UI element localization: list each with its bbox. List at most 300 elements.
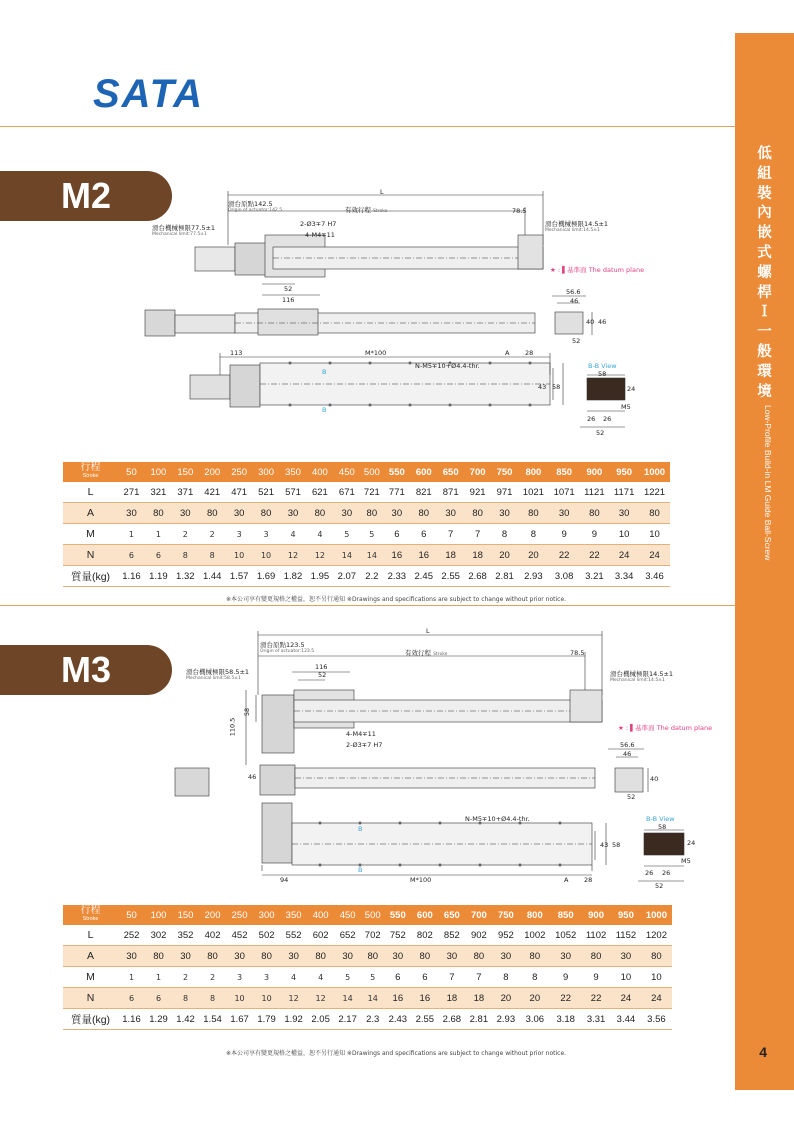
table-cell: 10 — [253, 545, 280, 566]
table-cell: 5 — [361, 967, 384, 988]
table-cell: 80 — [464, 503, 491, 524]
table-cell: 9 — [549, 524, 580, 545]
table-cell: 6 — [145, 988, 172, 1009]
m3-dim-l: L — [426, 627, 430, 635]
m3-bb-view: B-B View — [646, 815, 675, 823]
table-row — [63, 967, 672, 988]
table-cell: 1 — [118, 524, 145, 545]
m2-dim-46: 46 — [570, 297, 579, 305]
table-cell: 30 — [118, 946, 145, 967]
m2-origin — [228, 199, 282, 213]
m2-dim-m100: M*100 — [365, 349, 387, 357]
table-row — [63, 566, 670, 587]
table-cell: 1171 — [609, 482, 639, 503]
stroke-col: 400 — [306, 462, 333, 482]
stroke-en: Stroke — [82, 473, 99, 479]
table-cell: 16 — [410, 545, 437, 566]
m2-bb-58: 58 — [598, 370, 607, 378]
table-cell: 80 — [639, 503, 670, 524]
table-cell: 952 — [492, 925, 519, 946]
table-cell: 1152 — [611, 925, 641, 946]
table-cell: 1121 — [580, 482, 610, 503]
sidebar-char: 環 — [757, 363, 772, 380]
m3-dim-52: 52 — [318, 671, 327, 679]
stroke-col: 200 — [199, 462, 226, 482]
table-cell: 2.81 — [491, 566, 518, 587]
table-cell: 6 — [384, 967, 411, 988]
table-cell: 22 — [580, 545, 610, 566]
row-label: 質量(kg) — [63, 1009, 118, 1030]
table-cell: 1102 — [581, 925, 611, 946]
table-cell: 6 — [118, 545, 145, 566]
m3-dim-a: A — [564, 876, 569, 884]
table-cell: 30 — [226, 946, 253, 967]
table-cell: 16 — [383, 545, 410, 566]
table-cell: 3.46 — [639, 566, 670, 587]
table-cell: 2.2 — [360, 566, 383, 587]
m3-dim-94: 94 — [280, 876, 289, 884]
m3-datum-text: ★ : ▌基準面 The datum plane — [618, 724, 713, 732]
m3-stroke-zh: 有效行程 — [405, 649, 431, 657]
row-label: L — [63, 925, 118, 946]
m3-stroke-en: Stroke — [433, 652, 448, 657]
table-row — [63, 545, 670, 566]
m2-bb-52: 52 — [596, 429, 605, 437]
table-cell: 1.19 — [145, 566, 172, 587]
m2-dim-l: L — [380, 188, 384, 196]
table-cell: 3 — [253, 524, 280, 545]
table-cell: 5 — [360, 524, 383, 545]
m3-spec-table — [63, 905, 672, 1030]
table-cell: 8 — [518, 524, 549, 545]
table-cell: 3.21 — [580, 566, 610, 587]
table-cell: 652 — [334, 925, 361, 946]
table-cell: 30 — [383, 503, 410, 524]
table-cell: 321 — [145, 482, 172, 503]
m2-dim-52: 52 — [284, 285, 293, 293]
stroke-col: 300 — [253, 905, 280, 925]
table-cell: 6 — [411, 967, 438, 988]
m2-dim-52b: 52 — [572, 337, 581, 345]
stroke-col: 900 — [580, 462, 610, 482]
table-cell: 821 — [410, 482, 437, 503]
m2-mech-left-en: Mechanical limit:77.5±1 — [152, 232, 207, 237]
table-cell: 9 — [580, 524, 610, 545]
table-cell: 24 — [641, 988, 672, 1009]
m2-mech-left-zh: 滑台機械極限77.5±1 — [152, 224, 216, 232]
m3-origin-en: Origin of actuator:123.5 — [260, 649, 315, 654]
m2-dim-58: 58 — [552, 383, 561, 391]
m2-mech-right — [545, 219, 608, 233]
sidebar-char: 組 — [757, 165, 772, 182]
table-cell: 3 — [253, 967, 280, 988]
m2-origin-en: Origin of actuator:142.5 — [228, 208, 283, 213]
m3-hole2: 4-M4∓11 — [346, 730, 376, 738]
m2-mech-left — [152, 223, 215, 237]
sidebar-char: 式 — [757, 244, 772, 261]
table-cell: 10 — [641, 967, 672, 988]
header-divider — [0, 126, 735, 127]
sidebar-char: 裝 — [757, 185, 772, 202]
table-cell: 2.3 — [361, 1009, 384, 1030]
table-cell: 14 — [333, 545, 360, 566]
m3-dim-58: 58 — [243, 707, 252, 717]
table-cell: 3.56 — [641, 1009, 672, 1030]
m2-dim-56-6: 56.6 — [566, 288, 581, 296]
table-cell: 80 — [145, 503, 172, 524]
stroke-col: 1000 — [639, 462, 670, 482]
table-cell: 7 — [464, 524, 491, 545]
table-row — [63, 988, 672, 1009]
m3-b-mark-bottom: B — [358, 866, 363, 874]
table-cell: 80 — [253, 946, 280, 967]
table-cell: 2.05 — [307, 1009, 334, 1030]
m2-bb-view: B-B View — [588, 362, 617, 370]
m3-drawing — [170, 625, 715, 890]
table-cell: 1.82 — [280, 566, 307, 587]
table-cell: 22 — [581, 988, 611, 1009]
table-cell: 1.16 — [118, 566, 145, 587]
m3-hole1: 2-Ø3∓7 H7 — [346, 741, 383, 749]
table-cell: 20 — [491, 545, 518, 566]
sidebar-char: 境 — [757, 383, 772, 400]
table-cell: 30 — [437, 503, 464, 524]
table-cell: 1021 — [518, 482, 549, 503]
m3-dim-52b: 52 — [627, 793, 636, 801]
table-cell: 30 — [609, 503, 639, 524]
stroke-col: 450 — [333, 462, 360, 482]
stroke-col: 250 — [226, 905, 253, 925]
m3-bb-26a: 26 — [645, 869, 654, 877]
m2-spec-table — [63, 462, 670, 587]
m2-header-row — [63, 462, 670, 482]
m2-bb-26b: 26 — [603, 415, 612, 423]
table-cell: 2 — [199, 524, 226, 545]
stroke-col: 850 — [550, 905, 581, 925]
table-cell: 1.95 — [306, 566, 333, 587]
stroke-col: 850 — [549, 462, 580, 482]
stroke-col: 900 — [581, 905, 611, 925]
stroke-col: 650 — [437, 462, 464, 482]
sidebar-title-zh — [735, 145, 794, 402]
sidebar-char: 內 — [757, 205, 772, 222]
table-cell: 80 — [411, 946, 438, 967]
table-cell: 702 — [361, 925, 384, 946]
table-cell: 271 — [118, 482, 145, 503]
m3-dim-40: 40 — [650, 775, 659, 783]
table-cell: 10 — [639, 524, 670, 545]
m2-thread: N-M5∓10+Ø4.4-thr. — [415, 362, 480, 370]
table-cell: 421 — [199, 482, 226, 503]
table-cell: 20 — [492, 988, 519, 1009]
m2-dim-43: 43 — [538, 383, 547, 391]
stroke-col: 350 — [280, 462, 307, 482]
table-cell: 80 — [465, 946, 492, 967]
table-row — [63, 925, 672, 946]
m2-drawing — [140, 185, 645, 440]
row-label: N — [63, 545, 118, 566]
table-cell: 1202 — [641, 925, 672, 946]
table-cell: 2 — [172, 967, 199, 988]
row-label: A — [63, 946, 118, 967]
table-cell: 30 — [438, 946, 465, 967]
table-cell: 521 — [253, 482, 280, 503]
table-cell: 621 — [306, 482, 333, 503]
table-cell: 1.69 — [253, 566, 280, 587]
table-cell: 302 — [145, 925, 172, 946]
brand-logo: SATA — [93, 72, 204, 116]
m3-dim-56-6: 56.6 — [620, 741, 635, 749]
table-cell: 80 — [253, 503, 280, 524]
table-cell: 80 — [580, 503, 610, 524]
m3-dim-116: 116 — [315, 663, 328, 671]
table-cell: 10 — [253, 988, 280, 1009]
table-cell: 2.17 — [334, 1009, 361, 1030]
table-cell: 502 — [253, 925, 280, 946]
m2-dim-40: 40 — [586, 318, 595, 326]
m2-bb-m5: M5 — [621, 403, 631, 411]
table-cell: 3 — [226, 524, 253, 545]
stroke-col: 550 — [384, 905, 411, 925]
stroke-col: 950 — [609, 462, 639, 482]
stroke-col: 100 — [145, 905, 172, 925]
table-cell: 1002 — [519, 925, 550, 946]
table-cell: 1052 — [550, 925, 581, 946]
sidebar-char: 桿 — [757, 284, 772, 301]
table-cell: 6 — [145, 545, 172, 566]
table-cell: 3.44 — [611, 1009, 641, 1030]
table-cell: 30 — [384, 946, 411, 967]
table-cell: 2.33 — [383, 566, 410, 587]
stroke-col: 950 — [611, 905, 641, 925]
table-cell: 3.34 — [609, 566, 639, 587]
table-cell: 2.07 — [333, 566, 360, 587]
m3-mech-right — [610, 669, 673, 683]
table-cell: 18 — [438, 988, 465, 1009]
table-cell: 24 — [611, 988, 641, 1009]
m3-b-mark-top: B — [358, 825, 363, 833]
table-cell: 80 — [518, 503, 549, 524]
table-cell: 30 — [491, 503, 518, 524]
table-cell: 902 — [465, 925, 492, 946]
table-cell: 252 — [118, 925, 145, 946]
table-cell: 2 — [172, 524, 199, 545]
table-cell: 2.45 — [410, 566, 437, 587]
table-cell: 2.68 — [438, 1009, 465, 1030]
table-cell: 971 — [491, 482, 518, 503]
m2-hole1: 2-Ø3∓7 H7 — [300, 220, 337, 228]
m3-bb-58: 58 — [658, 823, 667, 831]
m2-note: ※本公司享有變更規格之權益，恕不另行通知 ※Drawings and specifications are subject to change without prior notice. — [226, 596, 567, 603]
table-cell: 4 — [280, 967, 307, 988]
table-cell: 1.32 — [172, 566, 199, 587]
table-cell: 1221 — [639, 482, 670, 503]
table-cell: 9 — [581, 967, 611, 988]
table-cell: 30 — [492, 946, 519, 967]
model-badge-m3: M3 — [0, 645, 172, 695]
table-cell: 80 — [199, 946, 226, 967]
m2-datum-text: ★ : ▌基準面 The datum plane — [550, 266, 645, 274]
stroke-col: 800 — [518, 462, 549, 482]
table-cell: 2.55 — [411, 1009, 438, 1030]
m3-bb-26b: 26 — [662, 869, 671, 877]
sidebar-char: 螺 — [757, 264, 772, 281]
table-cell: 1 — [118, 967, 145, 988]
stroke-zh: 行程 — [80, 905, 101, 916]
m3-dim-46b: 46 — [623, 750, 632, 758]
stroke-col: 1000 — [641, 905, 672, 925]
table-cell: 2.93 — [492, 1009, 519, 1030]
table-cell: 30 — [333, 503, 360, 524]
m3-dim-28: 28 — [584, 876, 593, 884]
table-cell: 1.42 — [172, 1009, 199, 1030]
sidebar-char: Ｉ — [757, 304, 772, 321]
m2-dim-46b: 46 — [598, 318, 607, 326]
table-cell: 30 — [172, 503, 199, 524]
table-cell: 80 — [361, 946, 384, 967]
m3-note: ※本公司享有變更規格之權益，恕不另行通知 ※Drawings and specifications are subject to change without prior notice. — [226, 1050, 567, 1057]
table-cell: 602 — [307, 925, 334, 946]
table-cell: 402 — [199, 925, 226, 946]
page-number: 4 — [759, 1044, 767, 1060]
table-cell: 30 — [280, 946, 307, 967]
stroke-header — [63, 462, 118, 482]
table-cell: 12 — [280, 988, 307, 1009]
table-cell: 3.18 — [550, 1009, 581, 1030]
sidebar-char: 低 — [757, 146, 772, 162]
table-cell: 7 — [465, 967, 492, 988]
table-cell: 6 — [118, 988, 145, 1009]
table-cell: 20 — [519, 988, 550, 1009]
stroke-col: 500 — [360, 462, 383, 482]
m2-b-mark-top: B — [322, 368, 327, 376]
table-cell: 721 — [360, 482, 383, 503]
m2-dim-78-5: 78.5 — [512, 207, 527, 215]
row-label: A — [63, 503, 118, 524]
table-cell: 471 — [226, 482, 253, 503]
stroke-en: Stroke — [82, 916, 99, 922]
row-label: M — [63, 967, 118, 988]
sidebar-char: 嵌 — [757, 225, 772, 242]
stroke-col: 350 — [280, 905, 307, 925]
m2-b-mark-bottom: B — [322, 406, 327, 414]
model-badge-m2: M2 — [0, 171, 172, 221]
table-cell: 4 — [306, 524, 333, 545]
m3-dim-58b: 58 — [612, 841, 621, 849]
m3-mech-left — [186, 667, 249, 681]
table-cell: 352 — [172, 925, 199, 946]
m2-dim-28: 28 — [525, 349, 534, 357]
stroke-col: 200 — [199, 905, 226, 925]
section-divider — [0, 605, 735, 606]
table-cell: 8 — [199, 545, 226, 566]
table-cell: 12 — [280, 545, 307, 566]
m3-mech-right-en: Mechanical limit:14.5±1 — [610, 678, 665, 683]
table-cell: 4 — [307, 967, 334, 988]
stroke-col: 50 — [118, 905, 145, 925]
m2-dim-113: 113 — [230, 349, 243, 357]
m3-origin-zh: 滑台原點123.5 — [260, 641, 305, 649]
table-cell: 12 — [306, 545, 333, 566]
m2-dim-116: 116 — [282, 296, 295, 304]
table-cell: 1.79 — [253, 1009, 280, 1030]
m3-table-body — [63, 925, 672, 1030]
table-row — [63, 482, 670, 503]
m3-dim-m100: M*100 — [410, 876, 432, 884]
table-cell: 30 — [172, 946, 199, 967]
m2-bb-24: 24 — [627, 385, 636, 393]
stroke-col: 250 — [226, 462, 253, 482]
stroke-col: 400 — [307, 905, 334, 925]
stroke-col: 300 — [253, 462, 280, 482]
table-cell: 80 — [199, 503, 226, 524]
m3-thread: N-M5∓10+Ø4.4-thr. — [465, 815, 530, 823]
m3-stroke — [405, 648, 447, 657]
table-cell: 24 — [609, 545, 639, 566]
stroke-col: 700 — [465, 905, 492, 925]
m2-bb-26a: 26 — [587, 415, 596, 423]
table-cell: 752 — [384, 925, 411, 946]
table-cell: 1.57 — [226, 566, 253, 587]
m3-bb-52: 52 — [655, 882, 664, 890]
table-cell: 1.29 — [145, 1009, 172, 1030]
sidebar — [735, 33, 794, 1090]
m3-datum — [618, 723, 712, 732]
table-cell: 8 — [491, 524, 518, 545]
table-cell: 8 — [172, 988, 199, 1009]
stroke-col: 50 — [118, 462, 145, 482]
table-cell: 552 — [280, 925, 307, 946]
table-cell: 7 — [438, 967, 465, 988]
table-cell: 1.92 — [280, 1009, 307, 1030]
stroke-col: 150 — [172, 462, 199, 482]
table-cell: 1.44 — [199, 566, 226, 587]
sidebar-char: 一 — [757, 324, 772, 341]
table-cell: 18 — [464, 545, 491, 566]
m3-bb-m5: M5 — [681, 857, 691, 865]
m2-stroke-en: Stroke — [373, 209, 388, 214]
table-cell: 3.08 — [549, 566, 580, 587]
table-cell: 12 — [307, 988, 334, 1009]
row-label: 質量(kg) — [63, 566, 118, 587]
table-cell: 30 — [549, 503, 580, 524]
table-cell: 1071 — [549, 482, 580, 503]
table-cell: 80 — [581, 946, 611, 967]
table-cell: 7 — [437, 524, 464, 545]
table-cell: 1 — [145, 524, 172, 545]
stroke-col: 800 — [519, 905, 550, 925]
m3-dim-43: 43 — [600, 841, 609, 849]
m3-bb-24: 24 — [687, 839, 696, 847]
stroke-zh: 行程 — [80, 462, 101, 473]
m3-drawing-lines — [170, 625, 715, 890]
table-cell: 4 — [280, 524, 307, 545]
table-cell: 10 — [226, 988, 253, 1009]
stroke-col: 450 — [334, 905, 361, 925]
table-cell: 8 — [199, 988, 226, 1009]
table-cell: 30 — [611, 946, 641, 967]
table-cell: 2.55 — [437, 566, 464, 587]
m3-mech-left-en: Mechanical limit:58.5±1 — [186, 676, 241, 681]
m3-dim-46: 46 — [248, 773, 257, 781]
table-cell: 452 — [226, 925, 253, 946]
table-cell: 10 — [609, 524, 639, 545]
table-cell: 30 — [334, 946, 361, 967]
table-cell: 20 — [518, 545, 549, 566]
m2-mech-right-zh: 滑台機械極限14.5±1 — [545, 220, 609, 228]
table-cell: 30 — [550, 946, 581, 967]
stroke-col: 700 — [464, 462, 491, 482]
